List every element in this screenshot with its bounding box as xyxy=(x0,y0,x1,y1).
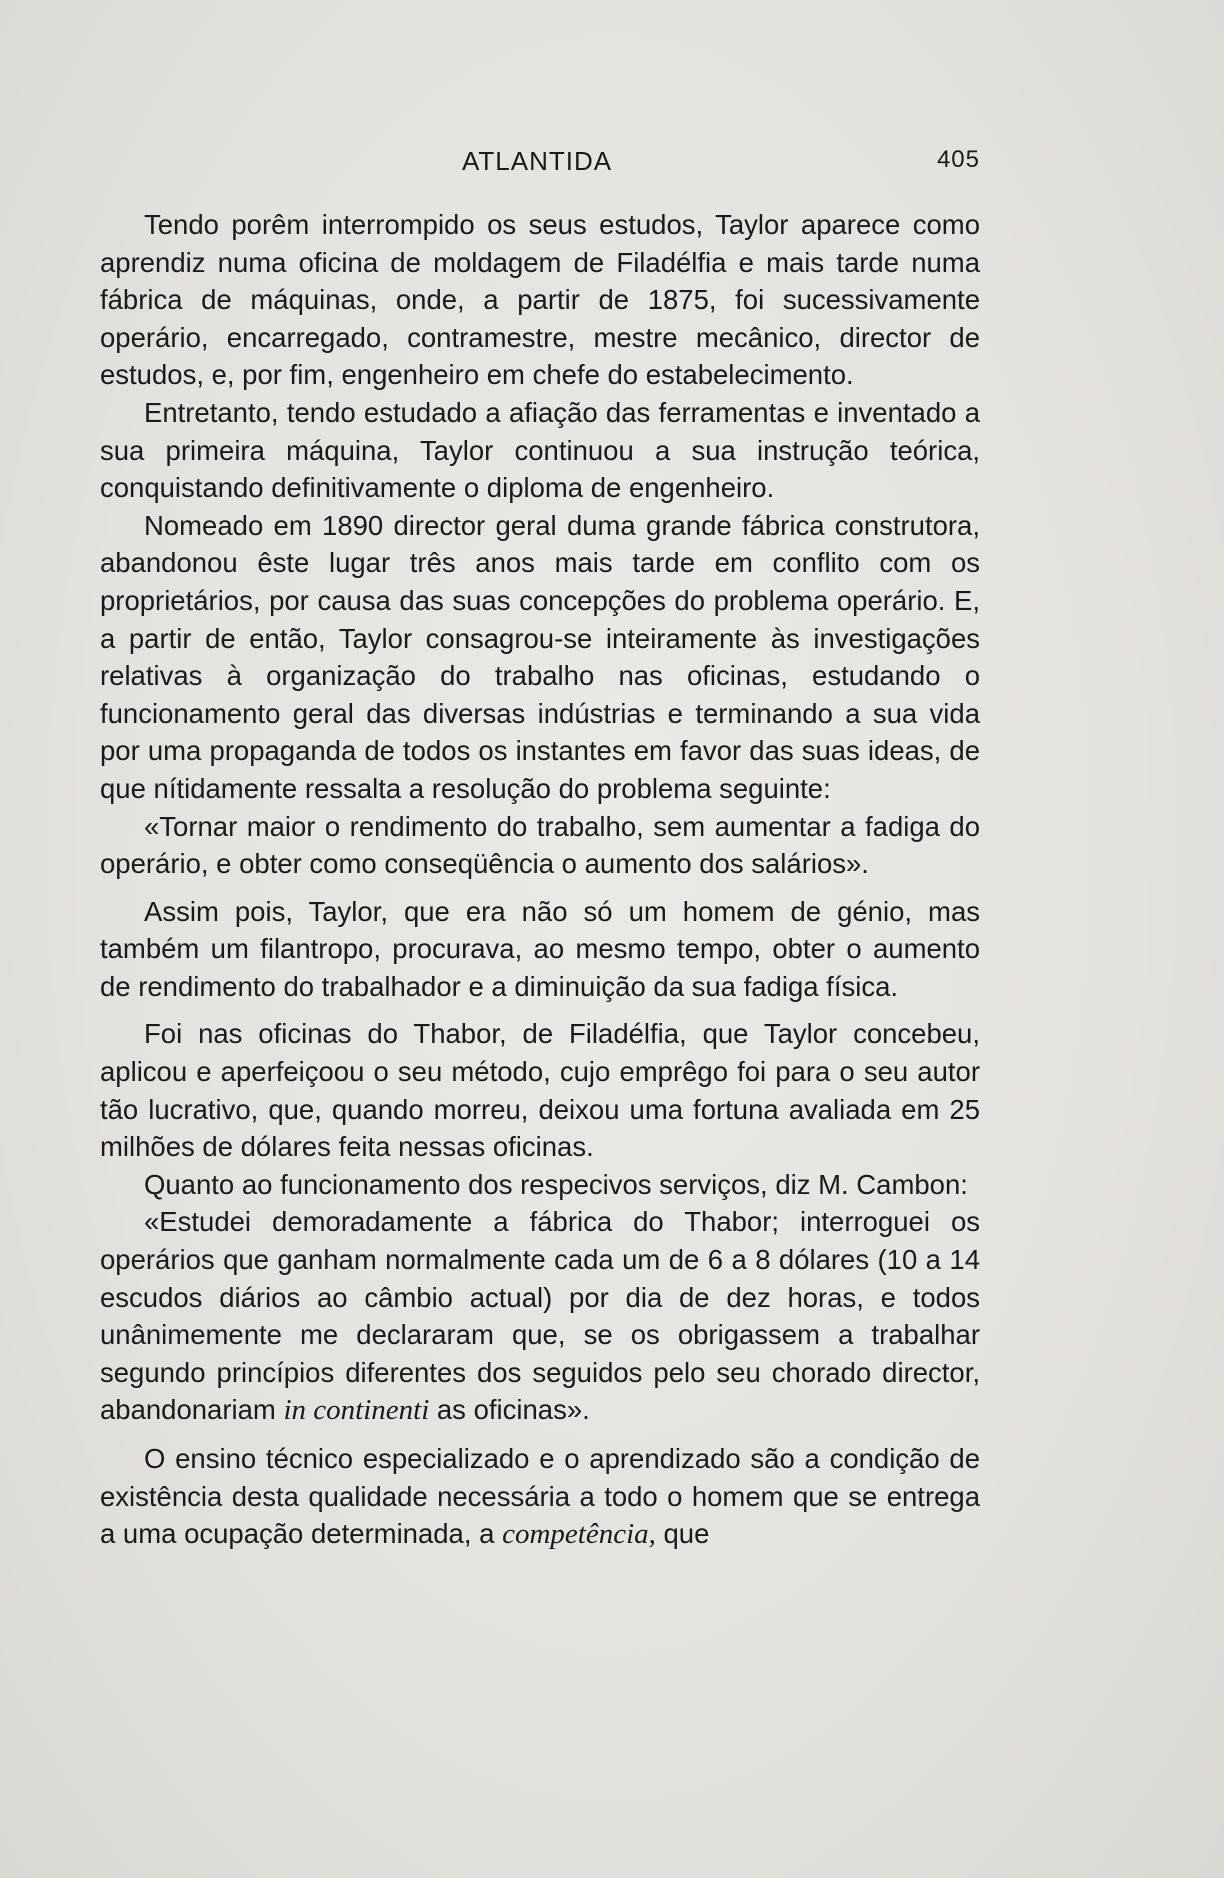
paragraph-9 xyxy=(100,1440,980,1554)
paragraph-5: Assim pois, Taylor, que era não só um homem de génio, mas também um filantropo, procurava, ao mesmo tempo, obter o aumento de rendimento do trabalhador e a diminuição da sua fadiga física. xyxy=(100,895,980,1002)
italic-phrase: in continenti xyxy=(283,1394,430,1427)
running-title: ATLANTIDA xyxy=(462,146,613,176)
cambon-quote-end: as oficinas». xyxy=(429,1394,590,1426)
cambon-quote-text: «Estudei demoradamente a fábrica do Thabor; interroguei os operários que ganham normalmente cada um de 6 a 8 dólares (10 a 14 escudos diários ao câmbio actual) por dia de dez horas, e todos unânimemente me declararam que, se os obrigassem a trabalhar segundo princípios diferentes dos seguidos pelo seu chorado director, abandonariam xyxy=(100,1206,980,1426)
paragraph-7: Quanto ao funcionamento dos respecivos serviços, diz M. Cambon: xyxy=(144,1168,968,1200)
paragraph-6: Foi nas oficinas do Thabor, de Filadélfia, que Taylor concebeu, aplicou e aperfeiçoou o seu método, cujo emprêgo foi para o seu autor tão lucrativo, que, quando morreu, deixou uma fortuna avaliada em 25 milhões de dólares feita nessas oficinas. xyxy=(100,1018,980,1163)
cambon-quote xyxy=(100,1203,980,1430)
running-head xyxy=(100,146,980,180)
paragraph-9-text: O ensino técnico especializado e o aprendizado são a condição de existência desta qualidade necessária a todo o homem que se entrega a uma ocupação determinada, a xyxy=(100,1443,980,1550)
body-text xyxy=(100,206,980,1554)
paragraph-1: Tendo porêm interrompido os seus estudos, Taylor aparece como aprendiz numa oficina de moldagem de Filadélfia e mais tarde numa fábrica de máquinas, onde, a partir de 1875, foi sucessivamente operário, encarregado, contramestre, mestre mecânico, director de estudos, e, por fim, engenheiro em chefe do estabelecimento. xyxy=(100,209,980,391)
paragraph-9-end: que xyxy=(655,1518,710,1550)
page-number: 405 xyxy=(936,146,980,173)
quoted-problem: «Tornar maior o rendimento do trabalho, sem aumentar a fadiga do operário, e obter como conseqüência o aumento dos salários». xyxy=(100,810,980,880)
paragraph-2: Entretanto, tendo estudado a afiação das ferramentas e inventado a sua primeira máquina, Taylor continuou a sua instrução teórica, conquistando definitivamente o diploma de engenheiro. xyxy=(100,396,980,504)
paragraph-3: Nomeado em 1890 director geral duma grande fábrica construtora, abandonou êste lugar três anos mais tarde em conflito com os proprietários, por causa das suas concepções do problema operário. E, a partir de então, Taylor consagrou-se inteiramente às investigações relativas à organização do trabalho nas oficinas, estudando o funcionamento geral das diversas indústrias e terminando a sua vida por uma propaganda de todos os instantes em favor das suas ideas, de que nítidamente ressalta a resolução do problema seguinte: xyxy=(100,509,980,804)
italic-word: competência, xyxy=(502,1518,656,1551)
